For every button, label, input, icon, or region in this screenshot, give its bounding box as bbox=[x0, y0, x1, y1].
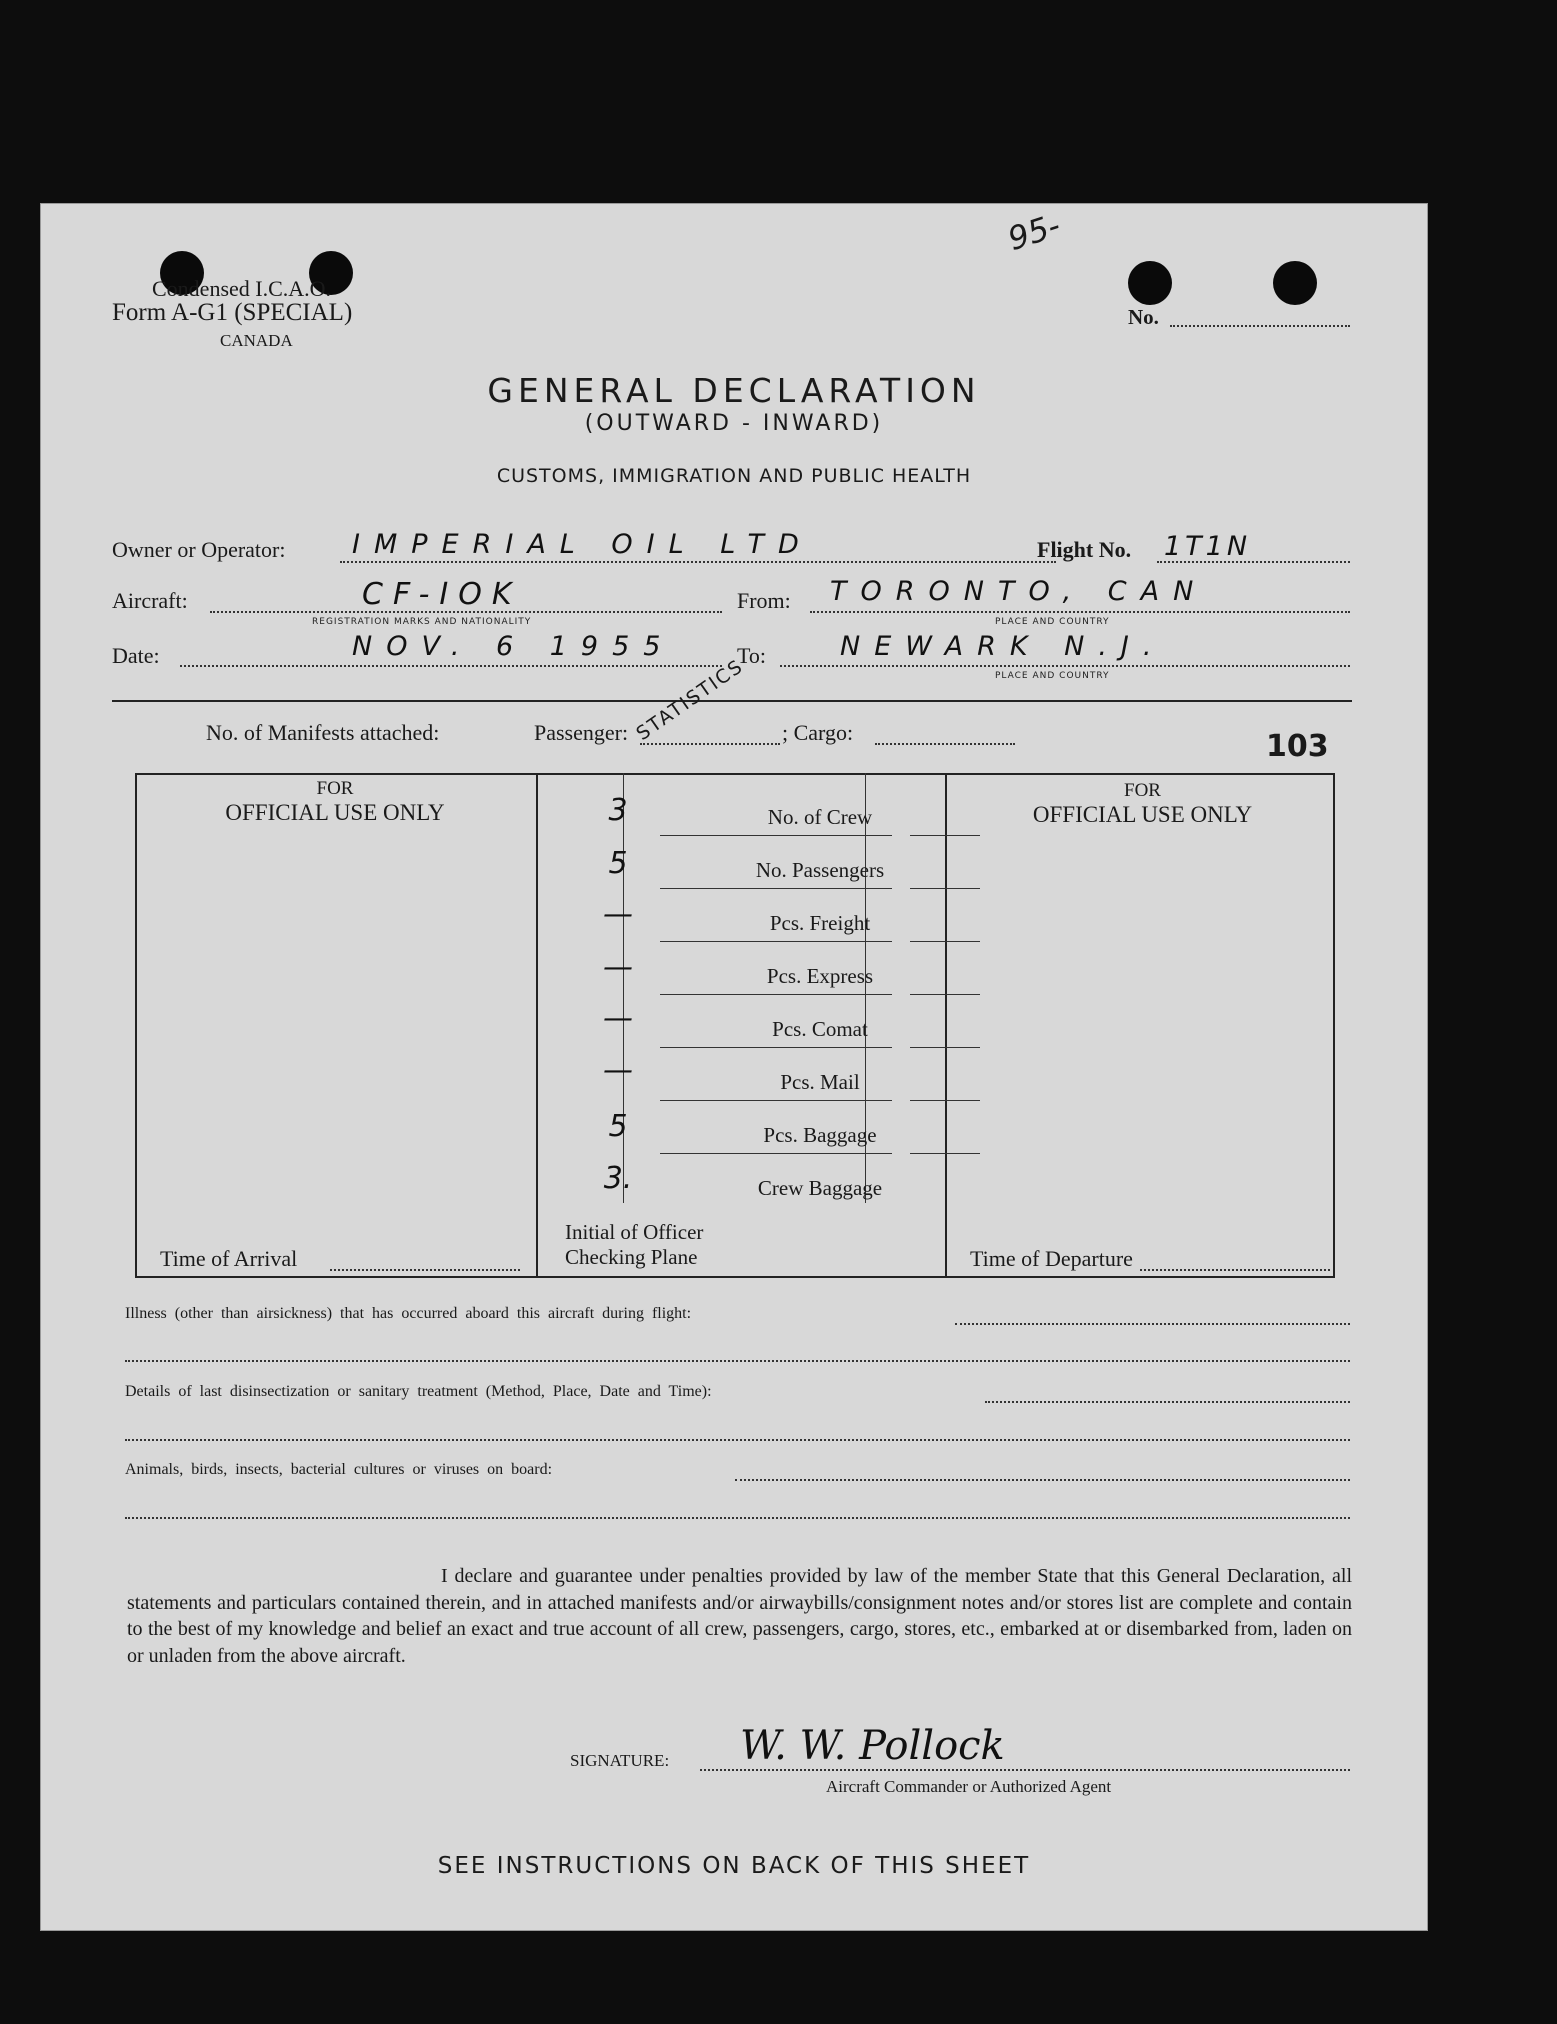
stat-row-freight bbox=[660, 889, 980, 942]
illness-field[interactable] bbox=[955, 1323, 1350, 1325]
flight-value: 1T1N bbox=[1164, 531, 1252, 562]
time-of-arrival-field[interactable] bbox=[330, 1269, 520, 1271]
stat-value-express[interactable]: — bbox=[603, 950, 633, 985]
document-number: 103 bbox=[1266, 729, 1329, 764]
document-title: GENERAL DECLARATION bbox=[487, 371, 981, 410]
left-official-label: OFFICIAL USE ONLY bbox=[225, 800, 445, 825]
owner-label: Owner or Operator: bbox=[112, 537, 286, 562]
right-for-label: FOR bbox=[1124, 780, 1161, 801]
stat-label-comat: Pcs. Comat bbox=[772, 1017, 868, 1041]
to-label: To: bbox=[737, 643, 767, 668]
from-value: TORONTO, CAN bbox=[830, 576, 1208, 607]
header-separator bbox=[112, 700, 1352, 702]
date-label: Date: bbox=[112, 643, 160, 668]
signature-label: SIGNATURE: bbox=[570, 1751, 670, 1770]
stat-value-freight[interactable]: — bbox=[603, 897, 633, 932]
form-number-field[interactable] bbox=[1170, 325, 1350, 327]
document-subheading: CUSTOMS, IMMIGRATION AND PUBLIC HEALTH bbox=[496, 465, 972, 487]
stat-value-comat[interactable]: — bbox=[603, 1001, 633, 1036]
passenger-label: Passenger: bbox=[534, 720, 629, 745]
stat-label-crew: No. of Crew bbox=[767, 805, 873, 829]
to-value: NEWARK N.J. bbox=[840, 631, 1166, 662]
illness-label: Illness (other than airsickness) that has occurred aboard this aircraft during flight: bbox=[125, 1305, 692, 1322]
stat-label-freight: Pcs. Freight bbox=[769, 911, 871, 935]
animals-field-2[interactable] bbox=[125, 1517, 1350, 1519]
declaration-sheet bbox=[40, 203, 1428, 1931]
owner-field[interactable] bbox=[340, 561, 1056, 563]
stat-label-mail: Pcs. Mail bbox=[780, 1070, 860, 1094]
stat-row-express bbox=[660, 942, 980, 995]
disinsectization-field[interactable] bbox=[985, 1401, 1350, 1403]
statistics-stamp: STATISTICS bbox=[632, 654, 748, 745]
aircraft-label: Aircraft: bbox=[112, 588, 188, 613]
document-subtitle: (OUTWARD - INWARD) bbox=[584, 411, 884, 436]
animals-field[interactable] bbox=[735, 1479, 1350, 1481]
table-divider-left bbox=[536, 773, 538, 1278]
form-header-line3: CANADA bbox=[220, 331, 293, 350]
right-official-label: OFFICIAL USE ONLY bbox=[1032, 802, 1253, 827]
signature-caption: Aircraft Commander or Authorized Agent bbox=[826, 1777, 1112, 1796]
declaration-text: I declare and guarantee under penalties provided by law of the member State that this General Declaration, all statements and particulars contained therein, and in attached manifests and/or airwaybills/consignment notes and/or stores list are complete and contain to the best of my knowledge and belief an exact and true account of all crew, passengers, cargo, stores, etc., embarked at or disembarked from, laden on or unladen from the above aircraft. bbox=[127, 1565, 1352, 1667]
animals-label: Animals, birds, insects, bacterial cultures or viruses on board: bbox=[125, 1461, 553, 1478]
stat-row-comat bbox=[660, 995, 980, 1048]
left-for-label: FOR bbox=[316, 778, 354, 799]
marginal-note: 95- bbox=[1003, 205, 1065, 259]
stat-label-crew-baggage: Crew Baggage bbox=[757, 1176, 883, 1200]
from-caption: PLACE AND COUNTRY bbox=[995, 617, 1110, 627]
owner-value: IMPERIAL OIL LTD bbox=[352, 529, 813, 560]
signature-value: W. W. Pollock bbox=[740, 1723, 1005, 1769]
signature-field[interactable] bbox=[700, 1769, 1350, 1771]
instructions-footer: SEE INSTRUCTIONS ON BACK OF THIS SHEET bbox=[437, 1853, 1031, 1879]
time-of-departure-field[interactable] bbox=[1140, 1269, 1330, 1271]
aircraft-caption: REGISTRATION MARKS AND NATIONALITY bbox=[312, 617, 532, 627]
stat-value-crew-baggage[interactable]: 3. bbox=[603, 1161, 633, 1196]
manifests-label: No. of Manifests attached: bbox=[206, 720, 440, 745]
stat-label-express: Pcs. Express bbox=[766, 964, 874, 988]
time-of-arrival-label: Time of Arrival bbox=[160, 1246, 298, 1271]
form-header-line2: Form A-G1 (SPECIAL) bbox=[112, 299, 353, 326]
punch-hole-4 bbox=[1273, 261, 1317, 305]
stat-label-passengers: No. Passengers bbox=[755, 858, 885, 882]
date-field[interactable] bbox=[180, 665, 722, 667]
initial-of-officer-line2: Checking Plane bbox=[565, 1245, 698, 1269]
date-value: NOV. 6 1955 bbox=[352, 631, 675, 662]
stat-row-crew bbox=[660, 783, 980, 836]
stat-row-passengers bbox=[660, 836, 980, 889]
stat-row-crew-baggage bbox=[660, 1154, 980, 1207]
cargo-label: ; Cargo: bbox=[782, 720, 854, 745]
from-label: From: bbox=[737, 588, 791, 613]
stat-value-baggage[interactable]: 5 bbox=[608, 1109, 628, 1144]
from-field[interactable] bbox=[810, 611, 1350, 613]
disinsectization-label: Details of last disinsectization or sanitary treatment (Method, Place, Date and Time): bbox=[125, 1383, 712, 1400]
to-caption: PLACE AND COUNTRY bbox=[995, 671, 1110, 681]
form-number-label: No. bbox=[1128, 305, 1159, 329]
aircraft-value: CF-IOK bbox=[362, 577, 522, 612]
time-of-departure-label: Time of Departure bbox=[970, 1246, 1133, 1271]
stat-value-mail[interactable]: — bbox=[603, 1053, 633, 1088]
stat-value-passengers[interactable]: 5 bbox=[608, 846, 628, 881]
flight-label: Flight No. bbox=[1037, 537, 1132, 562]
stat-row-baggage bbox=[660, 1101, 980, 1154]
passenger-manifest-field[interactable] bbox=[640, 743, 780, 745]
stat-label-baggage: Pcs. Baggage bbox=[763, 1123, 877, 1147]
cargo-manifest-field[interactable] bbox=[875, 743, 1015, 745]
stat-value-crew[interactable]: 3 bbox=[608, 793, 628, 828]
punch-hole-3 bbox=[1128, 261, 1172, 305]
illness-field-2[interactable] bbox=[125, 1360, 1350, 1362]
disinsectization-field-2[interactable] bbox=[125, 1439, 1350, 1441]
to-field[interactable] bbox=[780, 665, 1350, 667]
initial-of-officer-line1: Initial of Officer bbox=[565, 1220, 704, 1244]
form-header-line1: Condensed I.C.A.O. bbox=[152, 276, 332, 301]
stat-row-mail bbox=[660, 1048, 980, 1101]
